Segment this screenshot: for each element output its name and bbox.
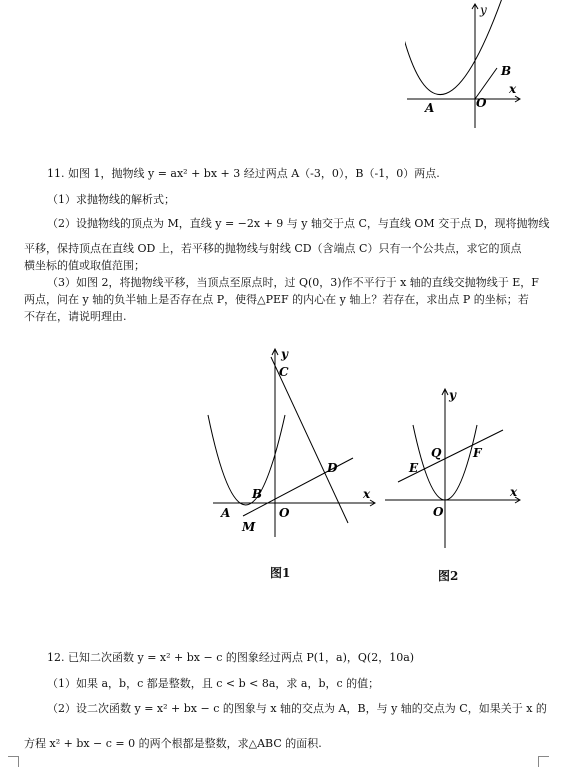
fig2-label-y: y [449,388,456,402]
page-corner-mark-left [8,756,19,767]
fig1-label-o: O [279,506,290,520]
top-label-b: B [501,64,512,78]
figure1-caption: 图1 [270,566,291,580]
top-parabola-curve [405,0,505,95]
fig2-label-e: E [409,461,419,475]
fig2-label-x: x [510,485,518,499]
fig2-label-f: F [473,446,482,460]
top-chord-ob [475,68,497,99]
problem11-q3-line2: 两点，问在 y 轴的负半轴上是否存在点 P，使得△PEF 的内心在 y 轴上？若存在，求出点 P 的坐标；若 [24,293,529,306]
problem11-intro: 11. 如图 1，抛物线 y = ax² + bx + 3 经过两点 A（-3，0），B（-1，0）两点. [47,167,440,180]
fig1-label-c: C [279,365,289,379]
problem11-q1: （1）求抛物线的解析式； [47,193,175,206]
problem11-q3-line1: （3）如图 2，将抛物线平移，当顶点至原点时，过 Q(0，3)作不平行于 x 轴的直线交抛物线于 E，F [47,276,539,289]
figure1 [205,345,380,540]
figure2 [383,385,523,550]
fig2-label-q: Q [431,446,442,460]
fig1-label-b: B [252,487,263,501]
page-corner-mark-right [538,756,549,767]
top-label-x: x [509,82,517,96]
problem11-q2-line3: 横坐标的值或取值范围； [24,259,145,272]
fig1-parabola [208,415,285,505]
problem12-q2-line2: 方程 x² + bx − c = 0 的两个根都是整数，求△ABC 的面积. [24,737,322,750]
fig1-label-a: A [221,506,231,520]
fig2-label-o: O [433,505,444,519]
problem12-intro: 12. 已知二次函数 y = x² + bx − c 的图象经过两点 P(1，a)，Q(2，10a) [47,651,415,664]
figure2-caption: 图2 [438,569,459,583]
fig1-label-y: y [281,347,288,361]
fig1-label-m: M [242,520,256,534]
problem12-q1: （1）如果 a，b，c 都是整数，且 c < b < 8a，求 a，b，c 的值； [47,677,380,690]
top-label-y: y [480,3,487,17]
fig1-line-cd [271,357,348,523]
top-label-o: O [476,96,487,110]
top-label-a: A [425,101,435,115]
problem11-q2-line2: 平移，保持顶点在直线 OD 上，若平移的抛物线与射线 CD（含端点 C）只有一个公共点，求它的顶点 [24,242,522,255]
problem12-q2-line1: （2）设二次函数 y = x² + bx − c 的图象与 x 轴的交点为 A，B，与 y 轴的交点为 C，如果关于 x 的 [47,702,547,715]
top-parabola-figure [405,0,525,130]
fig1-label-d: D [327,461,338,475]
problem11-q3-line3: 不存在，请说明理由. [24,310,127,323]
fig1-label-x: x [363,487,371,501]
problem11-q2-line1: （2）设抛物线的顶点为 M，直线 y = −2x + 9 与 y 轴交于点 C，与直线 OM 交于点 D，现将抛物线 [47,217,550,230]
